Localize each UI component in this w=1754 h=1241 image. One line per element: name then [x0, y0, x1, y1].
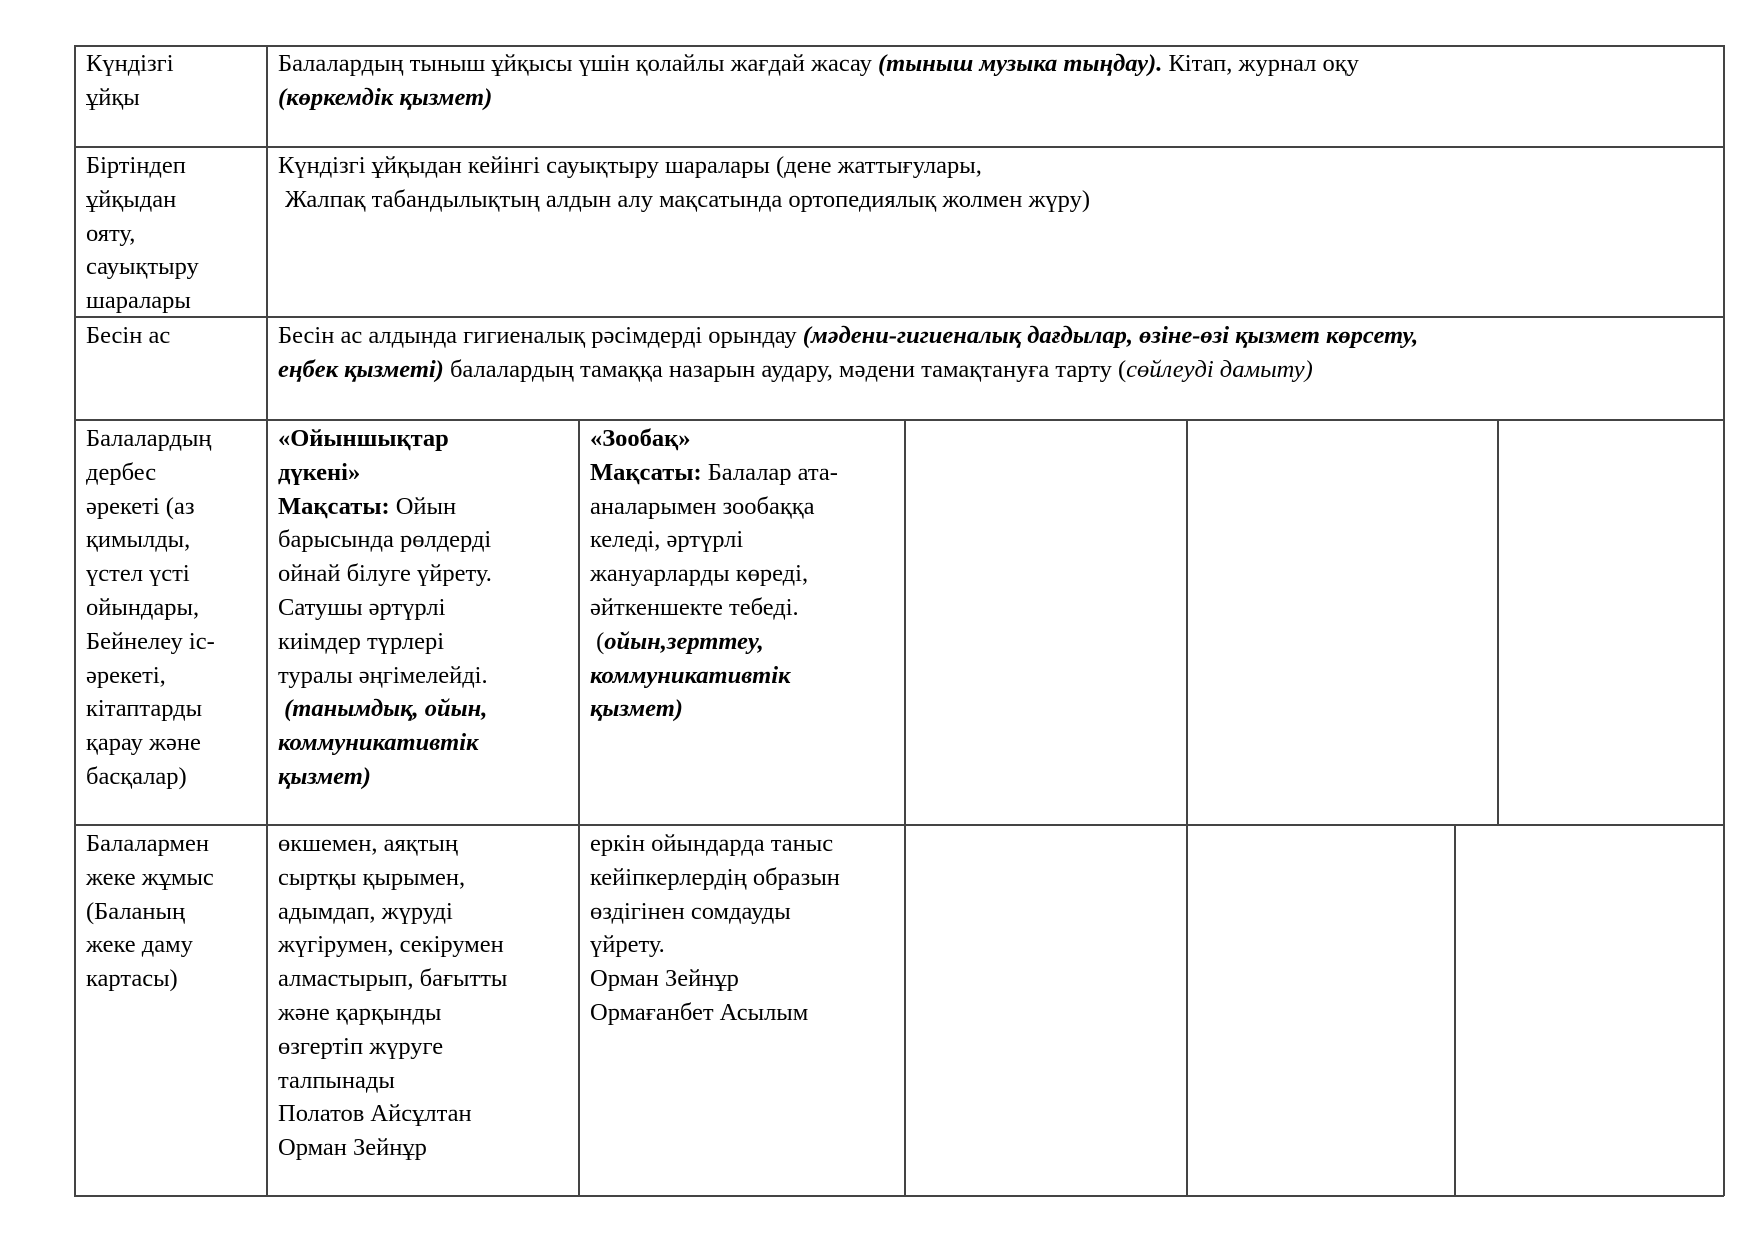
label-line: сауықтыру — [86, 253, 199, 281]
row-content-wakeup — [278, 149, 1090, 217]
content-line: Күндізгі ұйқыдан кейінгі сауықтыру шаралары (дене жаттығулары, — [278, 152, 982, 179]
game-zoo — [590, 422, 838, 726]
label-line: Балалардың — [86, 425, 212, 452]
content-line: әйткеншекте тебеді. — [590, 593, 799, 621]
activity-tag: қызмет) — [590, 695, 683, 723]
individual-work-walking — [278, 827, 507, 1165]
content-line: еркін ойындарда таныс — [590, 830, 834, 857]
content-line: Сатушы әртүрлі — [278, 593, 446, 621]
content-line: ойнай білуге үйрету. — [278, 560, 492, 588]
content-line: жануарларды көреді, — [590, 560, 809, 588]
label-line: қимылды, — [86, 526, 191, 554]
activity-tag: коммуникативтік — [590, 661, 791, 689]
row-content-snack — [278, 319, 1418, 387]
child-name: Полатов Айсұлтан — [278, 1100, 472, 1128]
label-line: жеке жұмыс — [86, 863, 214, 891]
goal-line — [278, 490, 492, 524]
row-label-wakeup — [86, 149, 199, 318]
content-line — [590, 625, 838, 659]
label-line: (Баланың — [86, 897, 186, 925]
content-line: және қарқынды — [278, 998, 442, 1026]
goal-label: Мақсаты: — [278, 492, 390, 520]
content-line: алмастырып, бағытты — [278, 965, 508, 993]
label-line: қарау және — [86, 729, 201, 757]
content-line: үйрету. — [590, 931, 665, 959]
content-line: Жалпақ табандылықтың алдын алу мақсатында ортопедиялық жолмен жүру) — [285, 185, 1090, 213]
label-line: үстел үсті — [86, 560, 190, 588]
text-segment: Кітап, журнал оқу — [1162, 50, 1359, 77]
label-line: картасы) — [86, 965, 178, 993]
border-row2 — [74, 316, 1724, 318]
label-line: ояту, — [86, 219, 136, 247]
activity-tag: ойын,зерттеу, — [604, 627, 764, 655]
label-line: Бейнелеу іс- — [86, 627, 215, 655]
label-line: ойындары, — [86, 593, 200, 621]
label-line: басқалар) — [86, 762, 187, 790]
content-line — [278, 353, 1418, 387]
label-line: жеке даму — [86, 931, 193, 959]
label-line: Күндізгі — [86, 50, 174, 77]
goal-label: Мақсаты: — [590, 458, 702, 486]
activity-tag: еңбек қызметі) — [278, 355, 444, 383]
border-col3 — [904, 419, 906, 1196]
individual-work-roleplay — [590, 827, 840, 1030]
content-line — [278, 319, 1418, 353]
goal-line — [590, 456, 838, 490]
activity-tag: коммуникативтік — [278, 729, 479, 757]
label-line: кітаптарды — [86, 695, 203, 723]
content-line: талпынады — [278, 1066, 395, 1094]
child-name: Орман Зейнұр — [590, 965, 739, 993]
content-line: туралы әңгімелейді. — [278, 661, 488, 689]
content-line: өкшемен, аяқтың — [278, 830, 458, 857]
row-label-independent — [86, 422, 215, 794]
text-segment: Балалар ата- — [701, 458, 838, 486]
border-col5-r5 — [1454, 824, 1456, 1196]
content-line: өздігінен сомдауды — [590, 897, 791, 925]
border-bottom — [74, 1195, 1724, 1197]
text-segment: ( — [590, 627, 605, 655]
label-line: дербес — [86, 458, 157, 486]
content-line: жүгірумен, секірумен — [278, 931, 504, 959]
child-name: Ормағанбет Асылым — [590, 998, 809, 1026]
label-line: Бесін ас — [86, 322, 171, 349]
content-line — [278, 47, 1359, 81]
activity-tag: (көркемдік қызмет) — [278, 83, 493, 111]
content-line: сыртқы қырымен, — [278, 863, 466, 891]
content-line: аналарымен зообаққа — [590, 492, 815, 520]
label-line: ұйқыдан — [86, 185, 177, 213]
row-label-snack — [86, 319, 170, 353]
content-line: адымдап, жүруді — [278, 897, 453, 925]
border-row3 — [74, 419, 1724, 421]
content-line: киімдер түрлері — [278, 627, 445, 655]
game-title: «Ойыншықтар — [278, 425, 449, 452]
border-row4 — [74, 824, 1724, 826]
row-content-sleep — [278, 47, 1359, 115]
border-label-col — [266, 45, 268, 1196]
border-col4 — [1186, 419, 1188, 1196]
activity-tag: (танымдық, ойын, — [278, 695, 488, 723]
activity-tag: (тыныш музыка тыңдау). — [878, 50, 1163, 77]
border-left — [74, 45, 76, 1196]
text-segment: Бесін ас алдында гигиеналық рәсімдерді орындау — [278, 322, 803, 349]
content-line: барысында рөлдерді — [278, 526, 492, 554]
label-line: ұйқы — [86, 83, 140, 111]
game-title: «Зообақ» — [590, 425, 691, 452]
label-line: әрекеті (аз — [86, 492, 195, 520]
row-label-sleep — [86, 47, 174, 115]
label-line: әрекеті, — [86, 661, 166, 689]
content-line: кейіпкерлердің образын — [590, 863, 840, 891]
label-line: шаралары — [86, 287, 191, 315]
label-line: Балалармен — [86, 830, 209, 857]
content-line: келеді, әртүрлі — [590, 526, 744, 554]
label-line: Біртіндеп — [86, 152, 186, 179]
activity-tag: қызмет) — [278, 762, 371, 790]
text-segment: балалардың тамаққа назарын аудару, мәдени тамақтануға тарту ( — [443, 355, 1127, 383]
text-segment: Балалардың тыныш ұйқысы үшін қолайлы жағдай жасау — [278, 50, 878, 77]
border-col5-r4 — [1497, 419, 1499, 825]
row-label-individual — [86, 827, 214, 996]
border-row1 — [74, 146, 1724, 148]
text-segment: Ойын — [389, 492, 457, 520]
border-right — [1723, 45, 1725, 1196]
game-toy-shop — [278, 422, 492, 794]
content-line: өзгертіп жүруге — [278, 1032, 444, 1060]
border-col2 — [578, 419, 580, 1196]
activity-tag: (мәдени-гигиеналық дағдылар, өзіне-өзі қызмет көрсету, — [802, 322, 1419, 349]
game-title: дүкені» — [278, 458, 361, 486]
child-name: Орман Зейнұр — [278, 1134, 427, 1162]
activity-tag: сөйлеуді дамыту) — [1126, 355, 1313, 383]
